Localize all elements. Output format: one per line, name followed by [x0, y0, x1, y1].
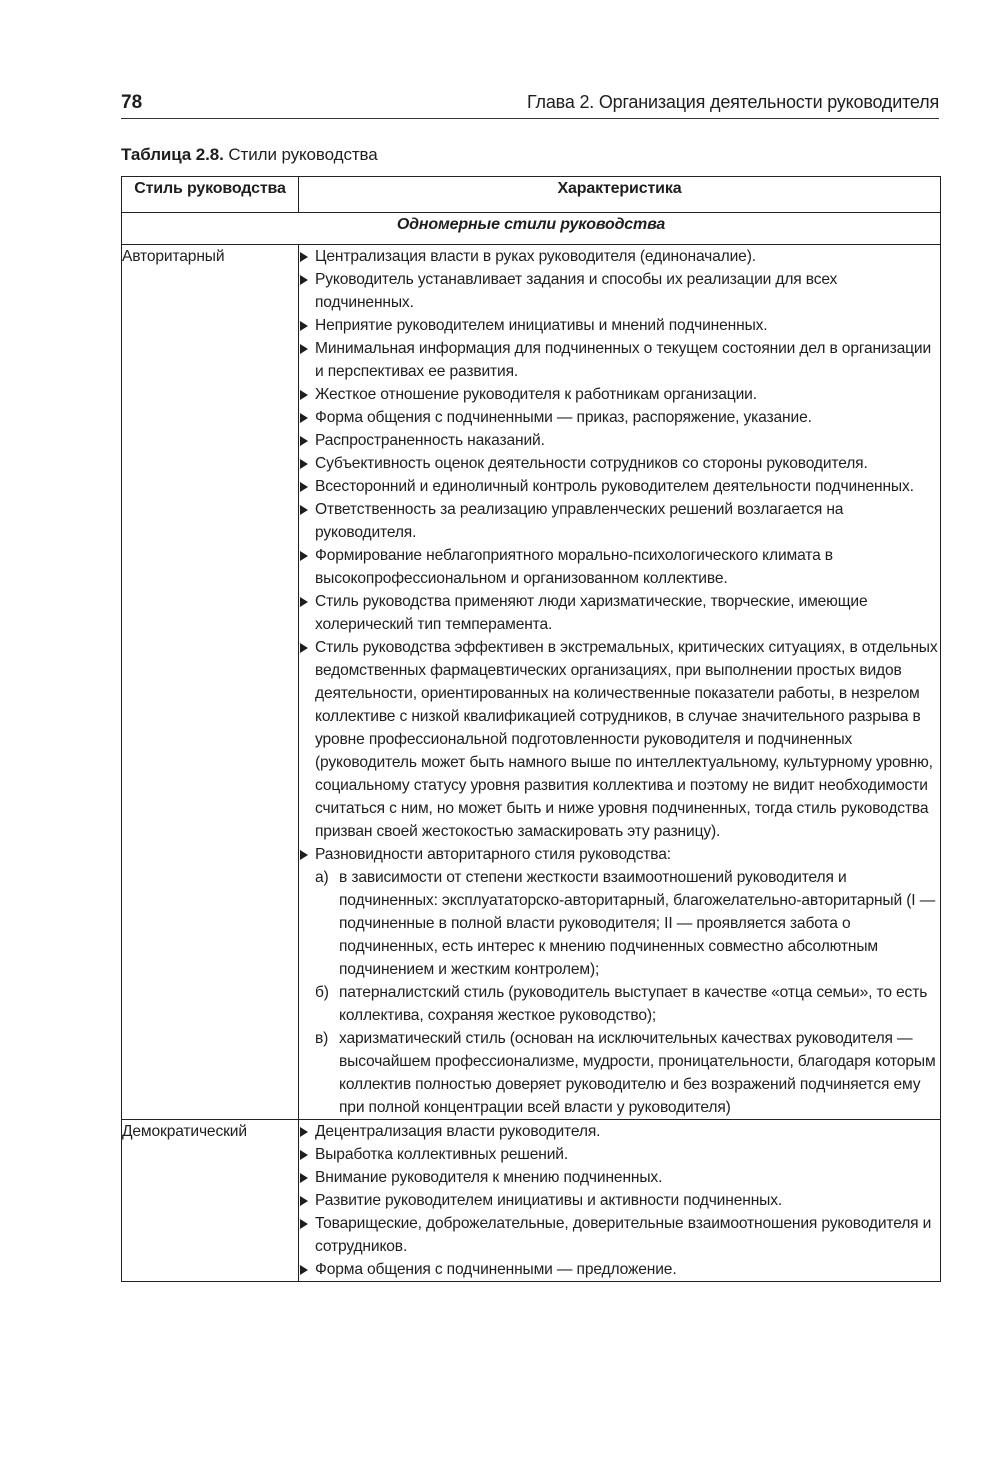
- bullet-list: [299, 245, 940, 866]
- column-header-characteristic: Характеристика: [299, 177, 941, 213]
- style-name-authoritarian: Авторитарный: [122, 245, 299, 1120]
- list-item: Руководитель устанавливает задания и способы их реализации для всех подчиненных.: [299, 268, 940, 314]
- running-header: [121, 88, 939, 119]
- leadership-styles-table: [121, 176, 941, 1282]
- table-row-democratic: [122, 1120, 941, 1282]
- bullet-list: [299, 1120, 940, 1281]
- list-item: Развитие руководителем инициативы и активности подчиненных.: [299, 1189, 940, 1212]
- list-item: Минимальная информация для подчиненных о текущем состоянии дел в организации и перспективах ее развития.: [299, 337, 940, 383]
- page-number: 78: [121, 92, 143, 113]
- list-item: Стиль руководства применяют люди харизматические, творческие, имеющие холерический тип темперамента.: [299, 590, 940, 636]
- table-header-row: [122, 177, 941, 213]
- list-item: Стиль руководства эффективен в экстремальных, критических ситуациях, в отдельных ведомственных фармацевтических организациях, при выполнении простых видов деятельности, ориентированных на количественные показатели работы, в незрелом коллективе с низкой квалификацией сотрудников, в случае значительного разрыва в уровне профессиональной подготовленности руководителя и подчиненных (руководитель может быть намного выше по интеллектуальному, культурному уровню, социальному статусу уровня развития коллектива и поэтому не видит необходимости считаться с ним, но может быть и ниже уровня подчиненных, тогда стиль руководства призван своей жестокостью замаскировать эту разницу).: [299, 636, 940, 843]
- list-item: Товарищеские, доброжелательные, доверительные взаимоотношения руководителя и сотрудников.: [299, 1212, 940, 1258]
- sub-list-item: [299, 866, 940, 981]
- sub-list: [299, 866, 940, 1119]
- style-name-democratic: Демократический: [122, 1120, 299, 1282]
- sub-list-item: [299, 981, 940, 1027]
- sub-item-marker: а): [315, 869, 329, 886]
- table-row-authoritarian: [122, 245, 941, 1120]
- list-item: Неприятие руководителем инициативы и мнений подчиненных.: [299, 314, 940, 337]
- list-item: Ответственность за реализацию управленческих решений возлагается на руководителя.: [299, 498, 940, 544]
- characteristics-authoritarian: [299, 245, 941, 1120]
- sub-item-text: патерналистский стиль (руководитель выступает в качестве «отца семьи», то есть коллектива, сохраняя жесткое руководство);: [339, 984, 928, 1024]
- list-item: Децентрализация власти руководителя.: [299, 1120, 940, 1143]
- column-header-style: Стиль руководства: [122, 177, 299, 213]
- sub-list-item: [299, 1027, 940, 1119]
- section-row: [122, 213, 941, 245]
- list-item: Централизация власти в руках руководителя (единоначалие).: [299, 245, 940, 268]
- table-caption-title: Стили руководства: [228, 145, 378, 164]
- list-item: Жесткое отношение руководителя к работникам организации.: [299, 383, 940, 406]
- list-item: Субъективность оценок деятельности сотрудников со стороны руководителя.: [299, 452, 940, 475]
- list-item: Всесторонний и единоличный контроль руководителем деятельности подчиненных.: [299, 475, 940, 498]
- list-item: Формирование неблагоприятного морально-психологического климата в высокопрофессиональном и организованном коллективе.: [299, 544, 940, 590]
- sub-item-marker: в): [315, 1030, 329, 1047]
- list-item: Форма общения с подчиненными — предложение.: [299, 1258, 940, 1281]
- chapter-title: Глава 2. Организация деятельности руководителя: [527, 92, 939, 112]
- table-caption-label: Таблица 2.8.: [121, 145, 224, 164]
- list-item: Форма общения с подчиненными — приказ, распоряжение, указание.: [299, 406, 940, 429]
- list-item: Разновидности авторитарного стиля руководства:: [299, 843, 940, 866]
- sub-item-text: в зависимости от степени жесткости взаимоотношений руководителя и подчиненных: эксплуататорско-авторитарный, благожелательно-авторитарный (I — подчиненные в полной власти руководителя; II — проявляется забота о подчиненных, есть интерес к мнению подчиненных совместно абсолютным подчинением и жестким контролем);: [339, 869, 936, 978]
- list-item: Внимание руководителя к мнению подчиненных.: [299, 1166, 940, 1189]
- sub-item-marker: б): [315, 984, 329, 1001]
- table-caption: [121, 145, 939, 165]
- section-title: Одномерные стили руководства: [122, 213, 941, 245]
- page: [121, 88, 939, 1282]
- sub-item-text: харизматический стиль (основан на исключительных качествах руководителя — высочайшем профессионализме, мудрости, проницательности, благодаря которым коллектив полностью доверяет руководителю и без возражений подчиняется ему при полной концентрации всей власти у руководителя): [339, 1030, 936, 1116]
- list-item: Распространенность наказаний.: [299, 429, 940, 452]
- list-item: Выработка коллективных решений.: [299, 1143, 940, 1166]
- characteristics-democratic: [299, 1120, 941, 1282]
